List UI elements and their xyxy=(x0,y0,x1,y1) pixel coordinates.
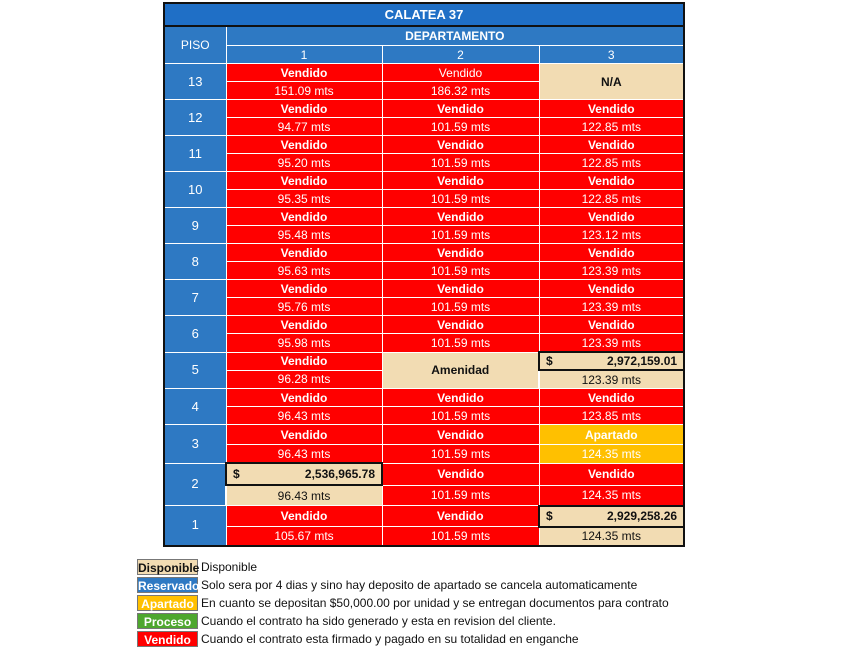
unit-status: Vendido xyxy=(226,316,382,334)
floor-label: 3 xyxy=(164,425,226,464)
price-value: 2,929,258.26 xyxy=(606,509,678,523)
unit-area: 123.39 mts xyxy=(539,370,684,389)
legend-item xyxy=(137,576,669,594)
unit-status: Vendido xyxy=(382,136,539,154)
legend-description: En cuanto se depositan $50,000.00 por unidad y se entregan documentos para contrato xyxy=(201,596,669,610)
legend-key-proceso: Proceso xyxy=(137,613,198,629)
unit-area: 101.59 mts xyxy=(382,527,539,546)
dept-number-header: 1 xyxy=(226,46,382,64)
legend-description: Disponible xyxy=(201,560,258,574)
unit-status: Vendido xyxy=(226,100,382,118)
unit-status: Vendido xyxy=(382,208,539,226)
unit-area: 101.59 mts xyxy=(382,334,539,353)
price-value: 2,972,159.01 xyxy=(606,354,678,368)
unit-area: 186.32 mts xyxy=(382,82,539,100)
unit-status: Vendido xyxy=(382,506,539,527)
unit-status: Vendido xyxy=(382,172,539,190)
unit-area: 96.43 mts xyxy=(226,407,382,425)
legend-item xyxy=(137,630,669,648)
unit-status: Vendido xyxy=(226,208,382,226)
unit-area: 96.43 mts xyxy=(226,485,382,506)
unit-area: 123.85 mts xyxy=(539,407,684,425)
unit-area: 123.39 mts xyxy=(539,262,684,280)
floor-label: 6 xyxy=(164,316,226,353)
unit-status: Apartado xyxy=(539,425,684,445)
legend-item xyxy=(137,612,669,630)
unit-area: 96.43 mts xyxy=(226,445,382,464)
unit-area: 122.85 mts xyxy=(539,118,684,136)
unit-status: Vendido xyxy=(382,316,539,334)
unit-area: 95.20 mts xyxy=(226,154,382,172)
unit-status: Vendido xyxy=(539,463,684,485)
unit-status: Vendido xyxy=(382,425,539,445)
unit-status: Vendido xyxy=(539,316,684,334)
unit-area: 123.39 mts xyxy=(539,298,684,316)
unit-status: Vendido xyxy=(226,506,382,527)
legend-key-reservado: Reservado xyxy=(138,579,200,593)
unit-area: 101.59 mts xyxy=(382,190,539,208)
unit-area: 122.85 mts xyxy=(539,190,684,208)
unit-area: 105.67 mts xyxy=(226,527,382,546)
unit-area: 95.76 mts xyxy=(226,298,382,316)
unit-area: 122.85 mts xyxy=(539,154,684,172)
unit-area: 96.28 mts xyxy=(226,370,382,389)
unit-area: 101.59 mts xyxy=(382,226,539,244)
unit-area: 124.35 mts xyxy=(539,485,684,506)
unit-area: 95.35 mts xyxy=(226,190,382,208)
floor-label: 1 xyxy=(164,506,226,546)
unit-status: Vendido xyxy=(226,425,382,445)
price-value: 2,536,965.78 xyxy=(304,467,375,481)
unit-status: Vendido xyxy=(382,244,539,262)
piso-header: PISO xyxy=(164,26,226,64)
floor-label: 2 xyxy=(164,463,226,506)
legend-description: Solo sera por 4 dias y sino hay deposito de apartado se cancela automaticamente xyxy=(201,578,638,592)
unit-area: 101.59 mts xyxy=(382,154,539,172)
unit-status: Vendido xyxy=(226,64,382,82)
floor-label: 4 xyxy=(164,389,226,425)
unit-area: 95.98 mts xyxy=(226,334,382,353)
unit-status: Vendido xyxy=(382,64,539,82)
unit-status: Vendido xyxy=(539,136,684,154)
unit-area: 123.12 mts xyxy=(539,226,684,244)
floor-label: 12 xyxy=(164,100,226,136)
unit-price xyxy=(539,352,684,370)
unit-status: Vendido xyxy=(226,172,382,190)
legend-key-disponible: Disponible xyxy=(138,561,200,575)
unit-area: 101.59 mts xyxy=(382,407,539,425)
unit-area: 94.77 mts xyxy=(226,118,382,136)
legend-description: Cuando el contrato ha sido generado y esta en revision del cliente. xyxy=(201,614,556,628)
unit-price xyxy=(539,506,684,527)
unit-area: 101.59 mts xyxy=(382,485,539,506)
legend-description: Cuando el contrato esta firmado y pagado en su totalidad en enganche xyxy=(201,632,579,646)
unit-status: Vendido xyxy=(539,280,684,298)
status-legend xyxy=(137,558,669,648)
legend-item xyxy=(137,558,669,576)
availability-table xyxy=(163,2,685,547)
floor-label: 13 xyxy=(164,64,226,100)
unit-area: 151.09 mts xyxy=(226,82,382,100)
unit-status: Vendido xyxy=(226,244,382,262)
currency-symbol: $ xyxy=(546,354,553,368)
departamento-header: DEPARTAMENTO xyxy=(226,26,684,46)
unit-status: N/A xyxy=(539,64,684,100)
unit-status: Vendido xyxy=(226,280,382,298)
floor-label: 8 xyxy=(164,244,226,280)
unit-area: 101.59 mts xyxy=(382,118,539,136)
unit-price xyxy=(226,463,382,485)
unit-area: 124.35 mts xyxy=(539,445,684,464)
legend-key-vendido: Vendido xyxy=(137,631,198,647)
floor-label: 11 xyxy=(164,136,226,172)
unit-area: 95.48 mts xyxy=(226,226,382,244)
floor-label: 5 xyxy=(164,352,226,389)
unit-status: Vendido xyxy=(539,172,684,190)
building-title: CALATEA 37 xyxy=(164,3,684,26)
currency-symbol: $ xyxy=(233,467,240,481)
unit-status: Vendido xyxy=(382,280,539,298)
floor-label: 7 xyxy=(164,280,226,316)
legend-item xyxy=(137,594,669,612)
unit-status: Vendido xyxy=(382,389,539,407)
unit-area: 123.39 mts xyxy=(539,334,684,353)
unit-status: Vendido xyxy=(539,389,684,407)
dept-number-header: 2 xyxy=(382,46,539,64)
floor-label: 10 xyxy=(164,172,226,208)
unit-status: Vendido xyxy=(539,100,684,118)
unit-area: 95.63 mts xyxy=(226,262,382,280)
unit-status: Vendido xyxy=(539,244,684,262)
unit-area: 101.59 mts xyxy=(382,445,539,464)
unit-status: Vendido xyxy=(539,208,684,226)
unit-status: Amenidad xyxy=(382,352,539,389)
floor-label: 9 xyxy=(164,208,226,244)
legend-key-apartado: Apartado xyxy=(137,595,198,611)
dept-number-header: 3 xyxy=(539,46,684,64)
unit-status: Vendido xyxy=(226,389,382,407)
unit-area: 101.59 mts xyxy=(382,298,539,316)
currency-symbol: $ xyxy=(546,509,553,523)
unit-status: Vendido xyxy=(382,100,539,118)
unit-area: 124.35 mts xyxy=(539,527,684,546)
unit-status: Vendido xyxy=(382,463,539,485)
unit-area: 101.59 mts xyxy=(382,262,539,280)
unit-status: Vendido xyxy=(226,136,382,154)
unit-status: Vendido xyxy=(226,352,382,370)
